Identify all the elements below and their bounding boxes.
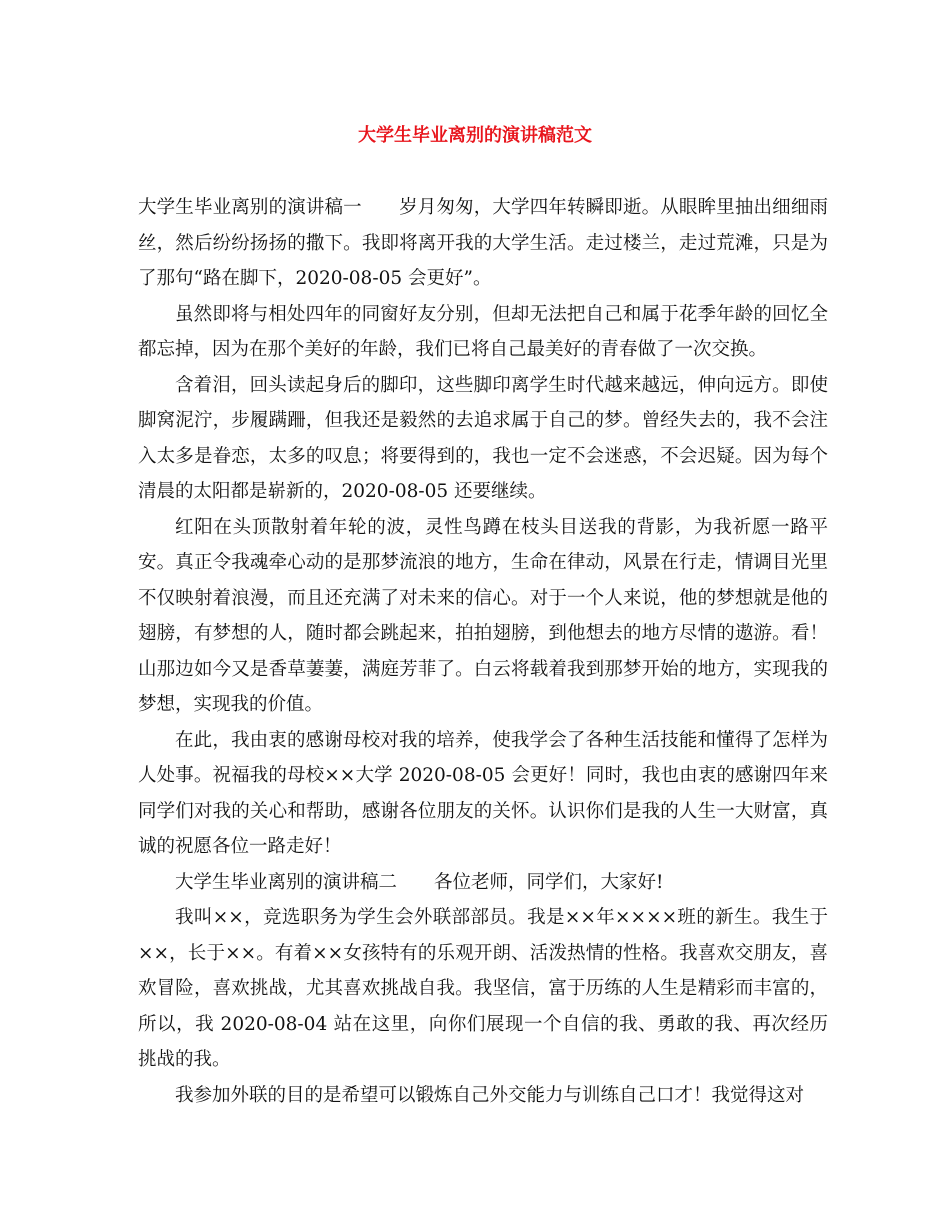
paragraph-2: 虽然即将与相处四年的同窗好友分别，但却无法把自己和属于花季年龄的回忆全都忘掉，因为在那个美好的年龄，我们已将自己最美好的青春做了一次交换。 [138, 303, 828, 360]
paragraph-5: 在此，我由衷的感谢母校对我的培养，使我学会了各种生活技能和懂得了怎样为人处事。祝福我的母校××大学 2020-08-05 会更好！同时，我也由衷的感谢四年来同学们对我的关心和帮助，感谢各位朋友的关怀。认识你们是我的人生一大财富，真诚的祝愿各位一路走好！ [138, 729, 828, 857]
paragraph-7: 我叫××，竞选职务为学生会外联部部员。我是××年××××班的新生。我生于××，长于××。有着××女孩特有的乐观开朗、活泼热情的性格。我喜欢交朋友，喜欢冒险，喜欢挑战，尤其喜欢挑战自我。我坚信，富于历练的人生是精彩而丰富的，所以，我 2020-08-04 站在这里，向你们展现一个自信的我、勇敢的我、再次经历挑战的我。 [138, 907, 828, 1070]
paragraph-6: 大学生毕业离别的演讲稿二 各位老师，同学们，大家好! [175, 871, 664, 893]
paragraph-8: 我参加外联的目的是希望可以锻炼自己外交能力与训练自己口才！我觉得这对 [175, 1084, 805, 1106]
document-title: 大学生毕业离别的演讲稿范文 [358, 125, 592, 146]
paragraph-4: 红阳在头顶散射着年轮的波，灵性鸟蹲在枝头目送我的背影，为我祈愿一路平安。真正令我魂牵心动的是那梦流浪的地方，生命在律动，风景在行走，情调目光里不仅映射着浪漫，而且还充满了对未来的信心。对于一个人来说，他的梦想就是他的翅膀，有梦想的人，随时都会跳起来，拍拍翅膀，到他想去的地方尽情的遨游。看！山那边如今又是香草萋萋，满庭芳菲了。白云将载着我到那梦开始的地方，实现我的梦想，实现我的价值。 [138, 516, 828, 715]
paragraph-1: 大学生毕业离别的演讲稿一 岁月匆匆，大学四年转瞬即逝。从眼眸里抽出细细雨丝，然后纷纷扬扬的撒下。我即将离开我的大学生活。走过楼兰，走过荒滩，只是为了那句“路在脚下，2020-08-05 会更好”。 [138, 197, 828, 289]
paragraph-3: 含着泪，回头读起身后的脚印，这些脚印离学生时代越来越远，伸向远方。即使脚窝泥泞，步履蹒跚，但我还是毅然的去追求属于自己的梦。曾经失去的，我不会注入太多是眷恋，太多的叹息；将要得到的，我也一定不会迷惑，不会迟疑。因为每个清晨的太阳都是崭新的，2020-08-05 还要继续。 [138, 374, 828, 502]
document-body [138, 190, 828, 1113]
